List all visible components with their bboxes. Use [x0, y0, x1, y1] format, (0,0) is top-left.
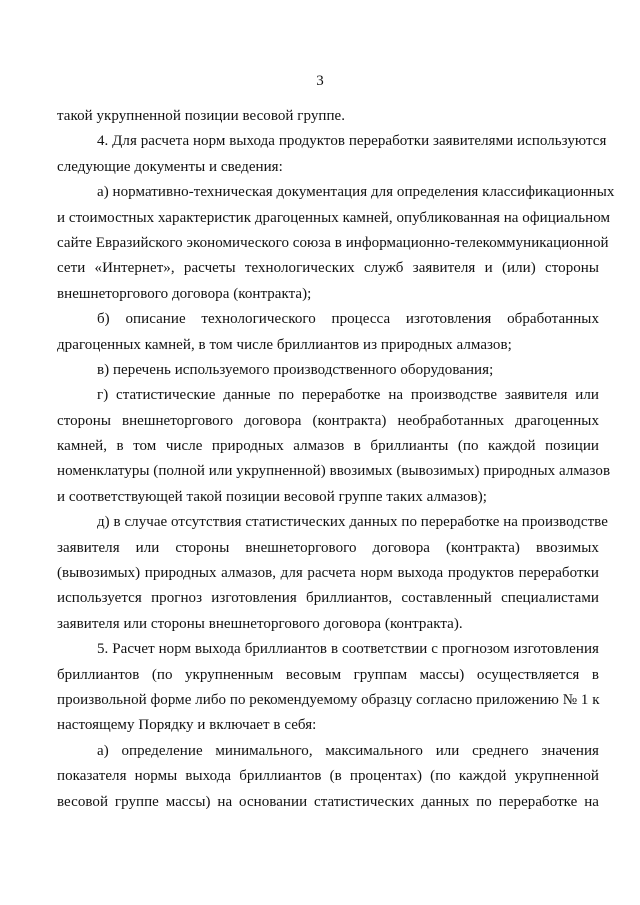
text-line: драгоценных камней, в том числе бриллиантов из природных алмазов; — [57, 336, 512, 353]
text-line: следующие документы и сведения: — [57, 158, 283, 175]
text-line: используется прогноз изготовления бриллиантов, составленный специалистами — [57, 590, 599, 607]
page-number: 3 — [316, 73, 324, 89]
text-line: 4. Для расчета норм выхода продуктов переработки заявителями используются — [97, 133, 607, 150]
text-line: б) описание технологического процесса изготовления обработанных — [97, 311, 599, 328]
text-line: 5. Расчет норм выхода бриллиантов в соответствии с прогнозом изготовления — [97, 641, 599, 658]
text-line: а) определение минимального, максимального или среднего значения — [97, 742, 599, 759]
text-line: бриллиантов (по укрупненным весовым группам массы) осуществляется в — [57, 666, 599, 683]
text-line: весовой группе массы) на основании статистических данных по переработке на — [57, 793, 599, 810]
text-line: показателя нормы выхода бриллиантов (в процентах) (по каждой укрупненной — [57, 768, 599, 785]
text-line: произвольной форме либо по рекомендуемому образцу согласно приложению № 1 к — [57, 691, 600, 708]
text-line: (вывозимых) природных алмазов, для расчета норм выхода продуктов переработки — [57, 565, 599, 582]
text-line: д) в случае отсутствия статистических данных по переработке на производстве — [97, 514, 608, 531]
text-line: сайте Евразийского экономического союза в информационно-телекоммуникационной — [57, 234, 609, 251]
text-line: такой укрупненной позиции весовой группе. — [57, 108, 346, 124]
text-line: заявителя или стороны внешнеторгового договора (контракта). — [57, 615, 463, 632]
text-line: г) статистические данные по переработке на производстве заявителя или — [97, 387, 599, 404]
text-line: в) перечень используемого производственного оборудования; — [97, 361, 494, 378]
document-body — [57, 104, 615, 815]
text-line: камней, в том числе природных алмазов в бриллианты (по каждой позиции — [57, 438, 599, 455]
text-line: стороны внешнеторгового договора (контракта) необработанных драгоценных — [57, 412, 599, 429]
text-line: заявителя или стороны внешнеторгового договора (контракта) ввозимых — [57, 539, 599, 556]
text-line: настоящему Порядку и включает в себя: — [57, 717, 317, 734]
text-line: и стоимостных характеристик драгоценных камней, опубликованная на официальном — [57, 209, 611, 226]
text-line: сети «Интернет», расчеты технологических служб заявителя и (или) стороны — [57, 260, 599, 277]
text-line: внешнеторгового договора (контракта); — [57, 285, 312, 302]
text-line: и соответствующей такой позиции весовой группе таких алмазов); — [57, 488, 487, 505]
text-line: а) нормативно-техническая документация для определения классификационных — [97, 184, 615, 201]
text-line: номенклатуры (полной или укрупненной) ввозимых (вывозимых) природных алмазов — [57, 463, 611, 480]
